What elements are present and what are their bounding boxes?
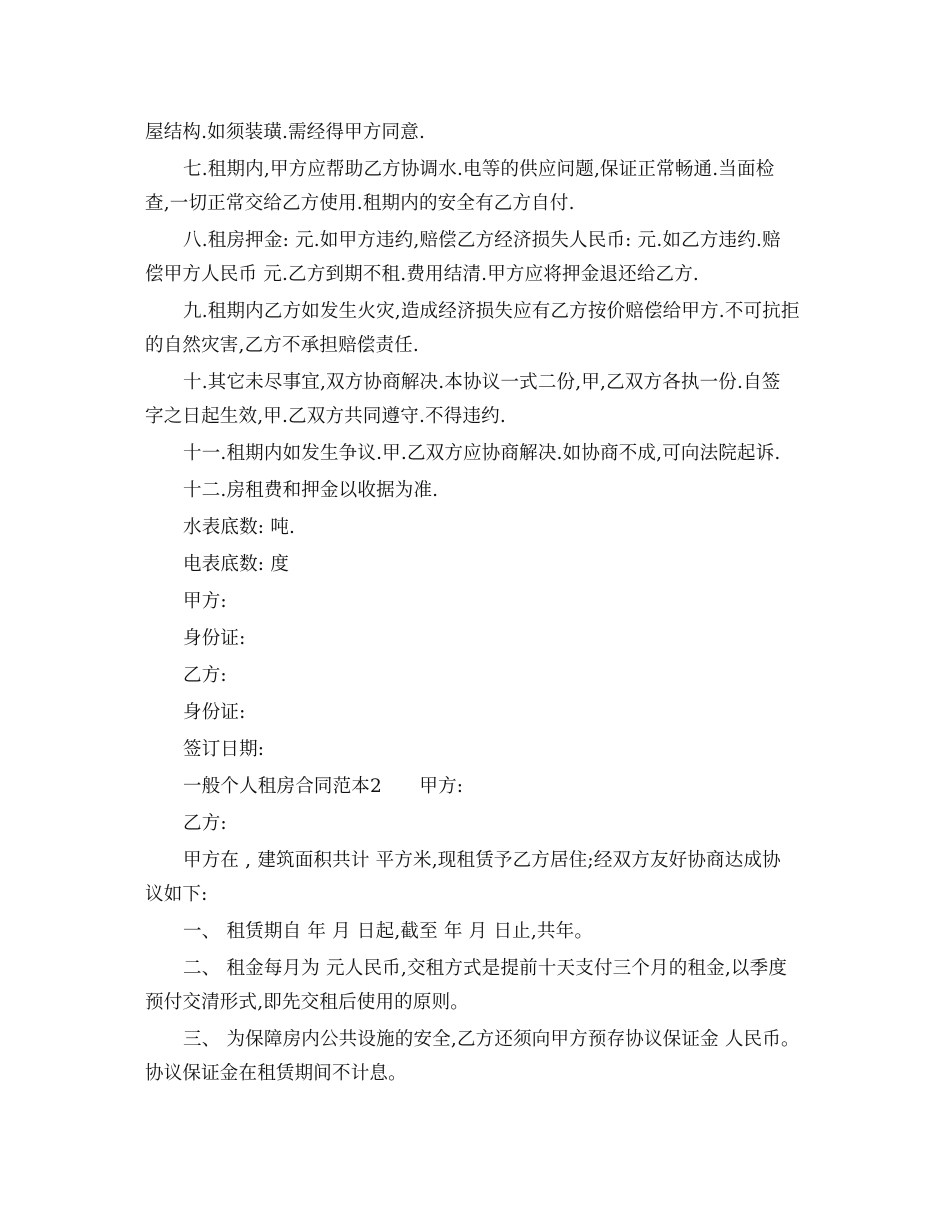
text-line: 身份证: (183, 628, 246, 649)
text-line: 字之日起生效,甲.乙双方共同遵守.不得违约. (145, 406, 506, 427)
text-line: 乙方: (183, 665, 227, 686)
text-line: 屋结构.如须装璜.需经得甲方同意. (145, 122, 426, 143)
text-line: 甲方在 , 建筑面积共计 平方米,现租赁予乙方居住;经双方友好协商达成协 (183, 850, 781, 871)
text-line: 一、 租赁期自 年 月 日起,截至 年 月 日止,共年。 (183, 921, 594, 942)
text-line: 七.租期内,甲方应帮助乙方协调水.电等的供应问题,保证正常畅通.当面检 (183, 159, 775, 180)
text-line: 甲方: (183, 591, 227, 612)
text-line: 协议保证金在租赁期间不计息。 (145, 1063, 407, 1084)
text-line: 身份证: (183, 702, 246, 723)
text-line: 签订日期: (183, 739, 265, 760)
text-line: 的自然灾害,乙方不承担赔偿责任. (145, 335, 419, 356)
text-line: 十二.房租费和押金以收据为准. (183, 480, 439, 501)
text-line: 一般个人租房合同范本2 甲方: (183, 776, 464, 797)
text-line: 九.租期内乙方如发生火灾,造成经济损失应有乙方按价赔偿给甲方.不可抗拒 (183, 301, 800, 322)
text-line: 十.其它未尽事宜,双方协商解决.本协议一式二份,甲,乙双方各执一份.自签 (183, 372, 781, 393)
text-line: 查,一切正常交给乙方使用.租期内的安全有乙方自付. (145, 193, 575, 214)
text-line: 水表底数: 吨. (183, 517, 296, 538)
text-line: 二、 租金每月为 元人民币,交租方式是提前十天支付三个月的租金,以季度 (183, 958, 788, 979)
document-page (145, 116, 813, 1091)
text-line: 十一.租期内如发生争议.甲.乙双方应协商解决.如协商不成,可向法院起诉. (183, 443, 781, 464)
text-line: 预付交清形式,即先交租后使用的原则。 (145, 992, 469, 1013)
text-line: 八.租房押金: 元.如甲方违约,赔偿乙方经济损失人民币: 元.如乙方违约.赔 (183, 230, 781, 251)
text-line: 偿甲方人民币 元.乙方到期不租.费用结清.甲方应将押金退还给乙方. (145, 264, 700, 285)
text-line: 电表底数: 度 (183, 554, 290, 575)
text-line: 议如下: (145, 884, 208, 905)
text-line: 三、 为保障房内公共设施的安全,乙方还须向甲方预存协议保证金 人民币。 (183, 1029, 800, 1050)
text-line: 乙方: (183, 813, 227, 834)
